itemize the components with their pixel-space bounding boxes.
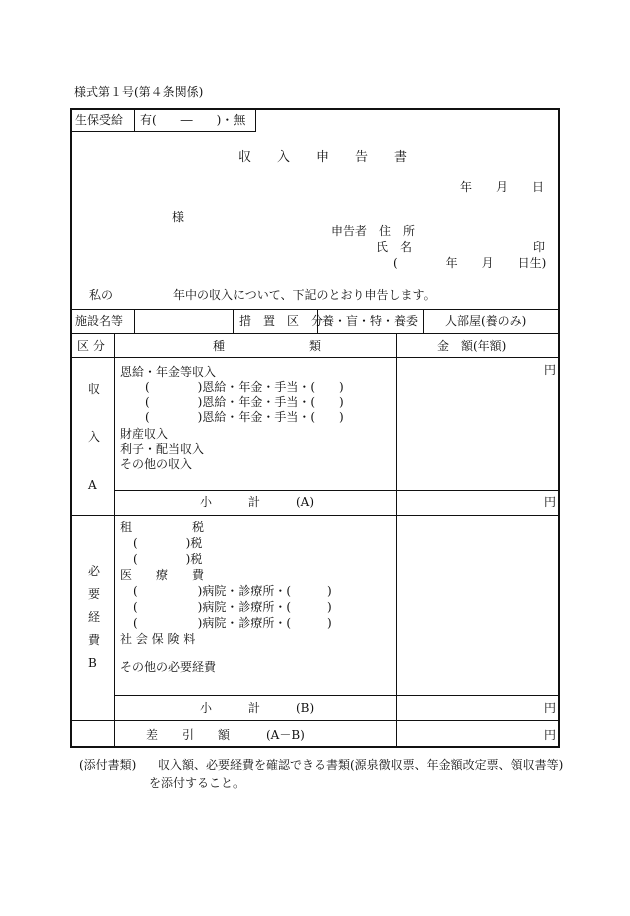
amount-column-line [396, 333, 397, 748]
expense-item: 医 療 費 [120, 568, 205, 582]
income-subtotal-label: 小 計 (A) [200, 495, 315, 509]
expense-item: その他の必要経費 [120, 660, 217, 674]
expense-char-5: B [88, 656, 97, 670]
attachment-label: (添付書類) [79, 758, 137, 772]
expense-subtotal-label: 小 計 (B) [200, 701, 315, 715]
document-title: 収 入 申 告 書 [238, 150, 408, 165]
expense-char-3: 経 [88, 610, 101, 624]
difference-label: 差 引 額 (A－B) [146, 728, 305, 742]
benefit-box-bottom [70, 131, 256, 132]
facility-name-field[interactable] [140, 313, 230, 331]
income-item[interactable]: ( )恩給・年金・手当・( ) [145, 410, 344, 424]
attachment-line-1: 収入額、必要経費を確認できる書類(源泉徴収票、年金額改定票、領収書等) [158, 758, 564, 772]
facility-row-top [70, 309, 560, 310]
birth-date-field[interactable]: ( 年 月 日生) [393, 256, 547, 270]
expense-item: 社 会 保 険 料 [120, 632, 196, 646]
header-amount: 金 額(年額) [437, 339, 507, 353]
applicant-address-label: 申告者 住 所 [331, 224, 416, 238]
benefit-box-divider [134, 108, 135, 131]
facility-divider-4 [423, 309, 424, 333]
income-char-2: 入 [88, 430, 101, 444]
expense-char-1: 必 [88, 564, 101, 578]
applicant-name-label: 氏 名 [376, 240, 413, 254]
income-char-1: 収 [88, 382, 101, 396]
benefit-label: 生保受給 [75, 113, 124, 127]
facility-divider-1 [134, 309, 135, 333]
income-item: 利子・配当収入 [120, 442, 205, 456]
facility-label: 施設名等 [75, 314, 124, 328]
facility-divider-2 [233, 309, 234, 333]
expense-item[interactable]: ( )病院・診療所・( ) [133, 584, 332, 598]
income-section-bottom [70, 515, 560, 516]
expense-item: 租 税 [120, 520, 205, 534]
attachment-line-2: を添付すること。 [149, 776, 246, 790]
expense-section-bottom [70, 720, 560, 721]
expense-subtotal-top [114, 695, 560, 696]
expense-item[interactable]: ( )病院・診療所・( ) [133, 616, 332, 630]
income-subtotal-unit: 円 [544, 495, 557, 509]
statement-text: 私の 年中の収入について、下記のとおり申告します。 [89, 288, 436, 302]
income-item: 財産収入 [120, 427, 169, 441]
expense-char-2: 要 [88, 587, 101, 601]
difference-unit: 円 [544, 728, 557, 742]
addressee-suffix: 様 [172, 210, 185, 224]
seal-mark: 印 [533, 240, 546, 254]
measure-options[interactable]: 養・盲・特・養委 [322, 314, 419, 328]
facility-row-bottom [70, 333, 560, 334]
header-row-bottom [70, 357, 560, 358]
header-division: 区 分 [77, 339, 105, 353]
income-subtotal-top [114, 490, 560, 491]
expense-item[interactable]: ( )税 [133, 536, 203, 550]
income-item: その他の収入 [120, 457, 193, 471]
income-item: 恩給・年金等収入 [120, 365, 217, 379]
expense-amount-field[interactable] [398, 518, 558, 693]
income-amount-field[interactable] [398, 360, 538, 485]
date-field[interactable]: 年 月 日 [460, 180, 545, 194]
income-amount-unit: 円 [544, 363, 557, 377]
form-number: 様式第１号(第４条関係) [74, 85, 204, 99]
expense-subtotal-unit: 円 [544, 701, 557, 715]
benefit-value[interactable]: 有( ― )・無 [140, 113, 246, 127]
income-item[interactable]: ( )恩給・年金・手当・( ) [145, 395, 344, 409]
expense-char-4: 費 [88, 633, 101, 647]
income-item[interactable]: ( )恩給・年金・手当・( ) [145, 380, 344, 394]
header-type: 種 類 [213, 339, 322, 353]
expense-item[interactable]: ( )税 [133, 552, 203, 566]
benefit-box-right [255, 108, 256, 131]
difference-amount-field[interactable] [398, 723, 538, 745]
income-char-3: A [88, 478, 97, 492]
expense-item[interactable]: ( )病院・診療所・( ) [133, 600, 332, 614]
measure-label: 措 置 区 分 [239, 314, 324, 328]
division-column-line [114, 333, 115, 748]
room-field[interactable]: 人部屋(養のみ) [445, 314, 527, 328]
